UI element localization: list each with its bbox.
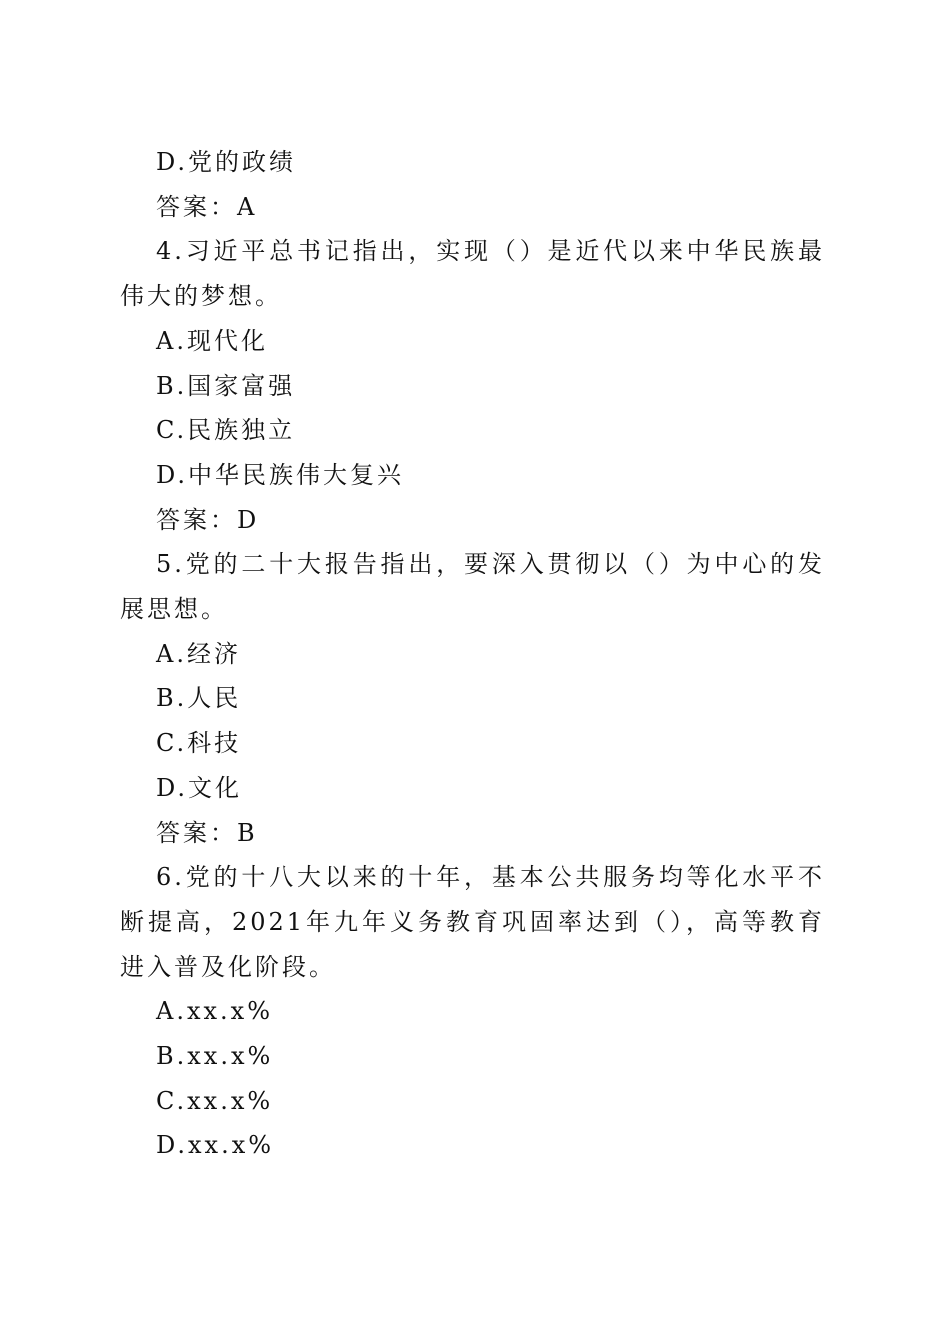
option-d: D.党的政绩 — [156, 148, 297, 176]
document-body — [120, 140, 825, 1168]
option-b: B.人民 — [156, 684, 242, 713]
question-5-stem: 5.党的二十大报告指出，要深入贯彻以（）为中心的发展思想。 — [120, 550, 825, 624]
option-d: D.中华民族伟大复兴 — [156, 460, 405, 489]
option-c: C.民族独立 — [156, 416, 296, 445]
option-a: A.现代化 — [156, 326, 268, 355]
option-a: A.xx.x% — [156, 997, 273, 1026]
option-a: A.经济 — [156, 639, 241, 668]
option-c: C.科技 — [156, 729, 242, 758]
option-d: D.文化 — [156, 773, 243, 802]
option-b: B.xx.x% — [156, 1042, 274, 1071]
option-c: C.xx.x% — [156, 1086, 274, 1115]
answer: 答案：B — [156, 818, 258, 847]
question-6-stem: 6.党的十八大以来的十年，基本公共服务均等化水平不断提高，2021年九年义务教育巩固率达到（），高等教育进入普及化阶段。 — [120, 863, 825, 981]
answer: 答案：D — [156, 505, 260, 534]
question-4-stem: 4.习近平总书记指出，实现（）是近代以来中华民族最伟大的梦想。 — [120, 237, 825, 311]
option-d: D.xx.x% — [156, 1131, 275, 1160]
option-b: B.国家富强 — [156, 371, 296, 400]
answer: 答案：A — [156, 192, 258, 221]
